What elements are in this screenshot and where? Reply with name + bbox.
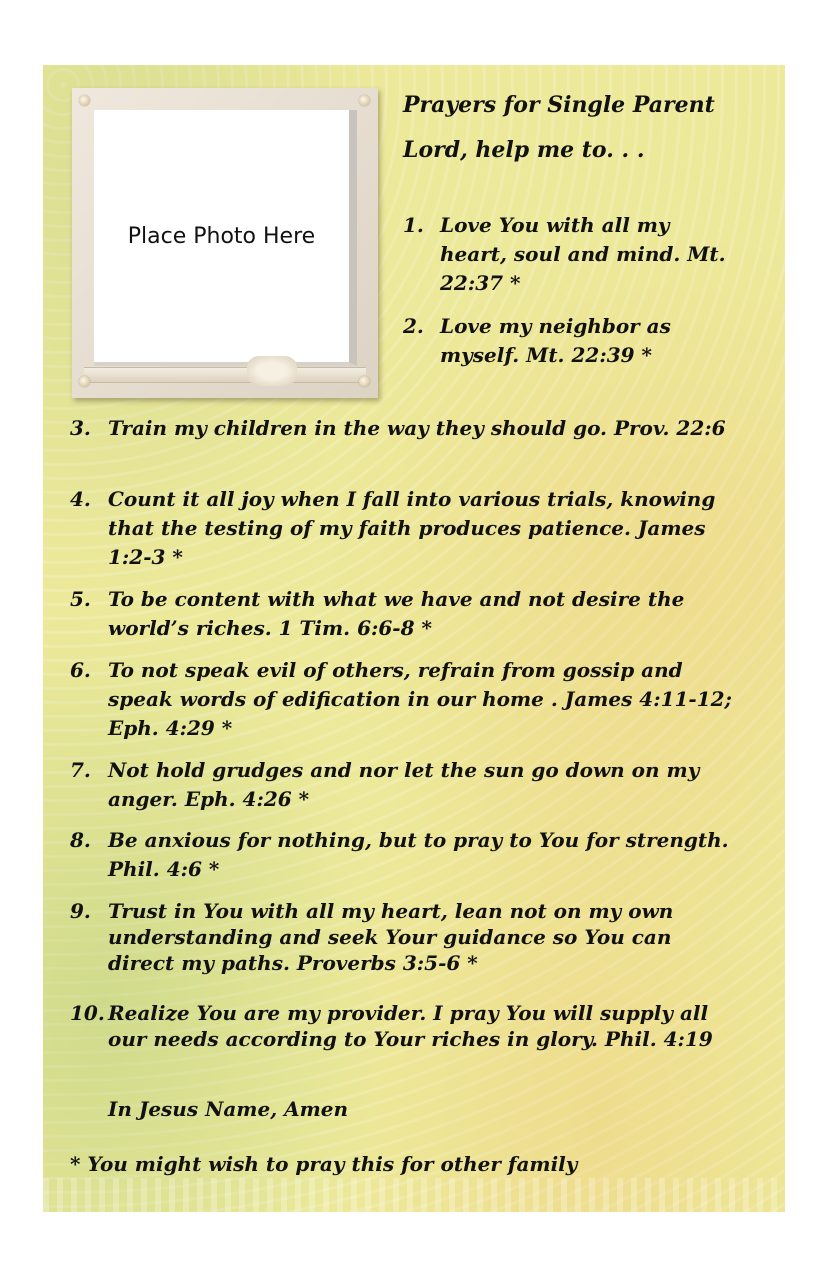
page-title: Prayers for Single Parent <box>403 92 715 118</box>
photo-frame <box>72 88 378 398</box>
item-number: 2. <box>403 314 424 338</box>
screw-icon <box>359 95 370 106</box>
page-subtitle: Lord, help me to. . . <box>403 137 645 163</box>
item-number: 9. <box>70 899 91 923</box>
item-number: 4. <box>70 487 91 511</box>
item-text: Not hold grudges and nor let the sun go down on my anger. Eph. 4:26 * <box>108 758 700 811</box>
screw-icon <box>79 95 90 106</box>
item-text: Be anxious for nothing, but to pray to You for strength. Phil. 4:6 * <box>108 828 729 881</box>
item-number: 7. <box>70 758 91 782</box>
photo-placeholder[interactable] <box>94 110 357 366</box>
frame-ribbon <box>84 367 366 383</box>
item-text: Count it all joy when I fall into various trials, knowing that the testing of my faith produces patience. James 1:2-3 * <box>108 487 716 569</box>
screw-icon <box>359 376 370 387</box>
item-number: 8. <box>70 828 91 852</box>
item-number: 6. <box>70 658 91 682</box>
item-text: Love You with all my heart, soul and mind. Mt. 22:37 * <box>440 213 726 295</box>
photo-placeholder-label: Place Photo Here <box>127 223 316 249</box>
item-number: 3. <box>70 416 91 440</box>
item-text: Realize You are my provider. I pray You will supply all our needs according to Your riches in glory. Phil. 4:19 <box>108 1001 713 1051</box>
item-text: Trust in You with all my heart, lean not on my own understanding and seek Your guidance so You can direct my paths. Proverbs 3:5-6 * <box>108 899 674 975</box>
item-number: 10. <box>70 1001 105 1025</box>
item-text: Love my neighbor as myself. Mt. 22:39 * <box>440 314 671 367</box>
item-number: 1. <box>403 213 424 237</box>
closing-line: In Jesus Name, Amen <box>108 1097 349 1121</box>
footnote: * You might wish to pray this for other family <box>70 1152 578 1176</box>
item-text: To be content with what we have and not desire the world’s riches. 1 Tim. 6:6-8 * <box>108 587 685 640</box>
item-number: 5. <box>70 587 91 611</box>
item-text: To not speak evil of others, refrain from gossip and speak words of edification in our home . James 4:11-12; Eph. 4:29 * <box>108 658 732 740</box>
item-text: Train my children in the way they should go. Prov. 22:6 <box>108 416 726 440</box>
screw-icon <box>79 376 90 387</box>
ribbon-bow <box>247 356 297 386</box>
